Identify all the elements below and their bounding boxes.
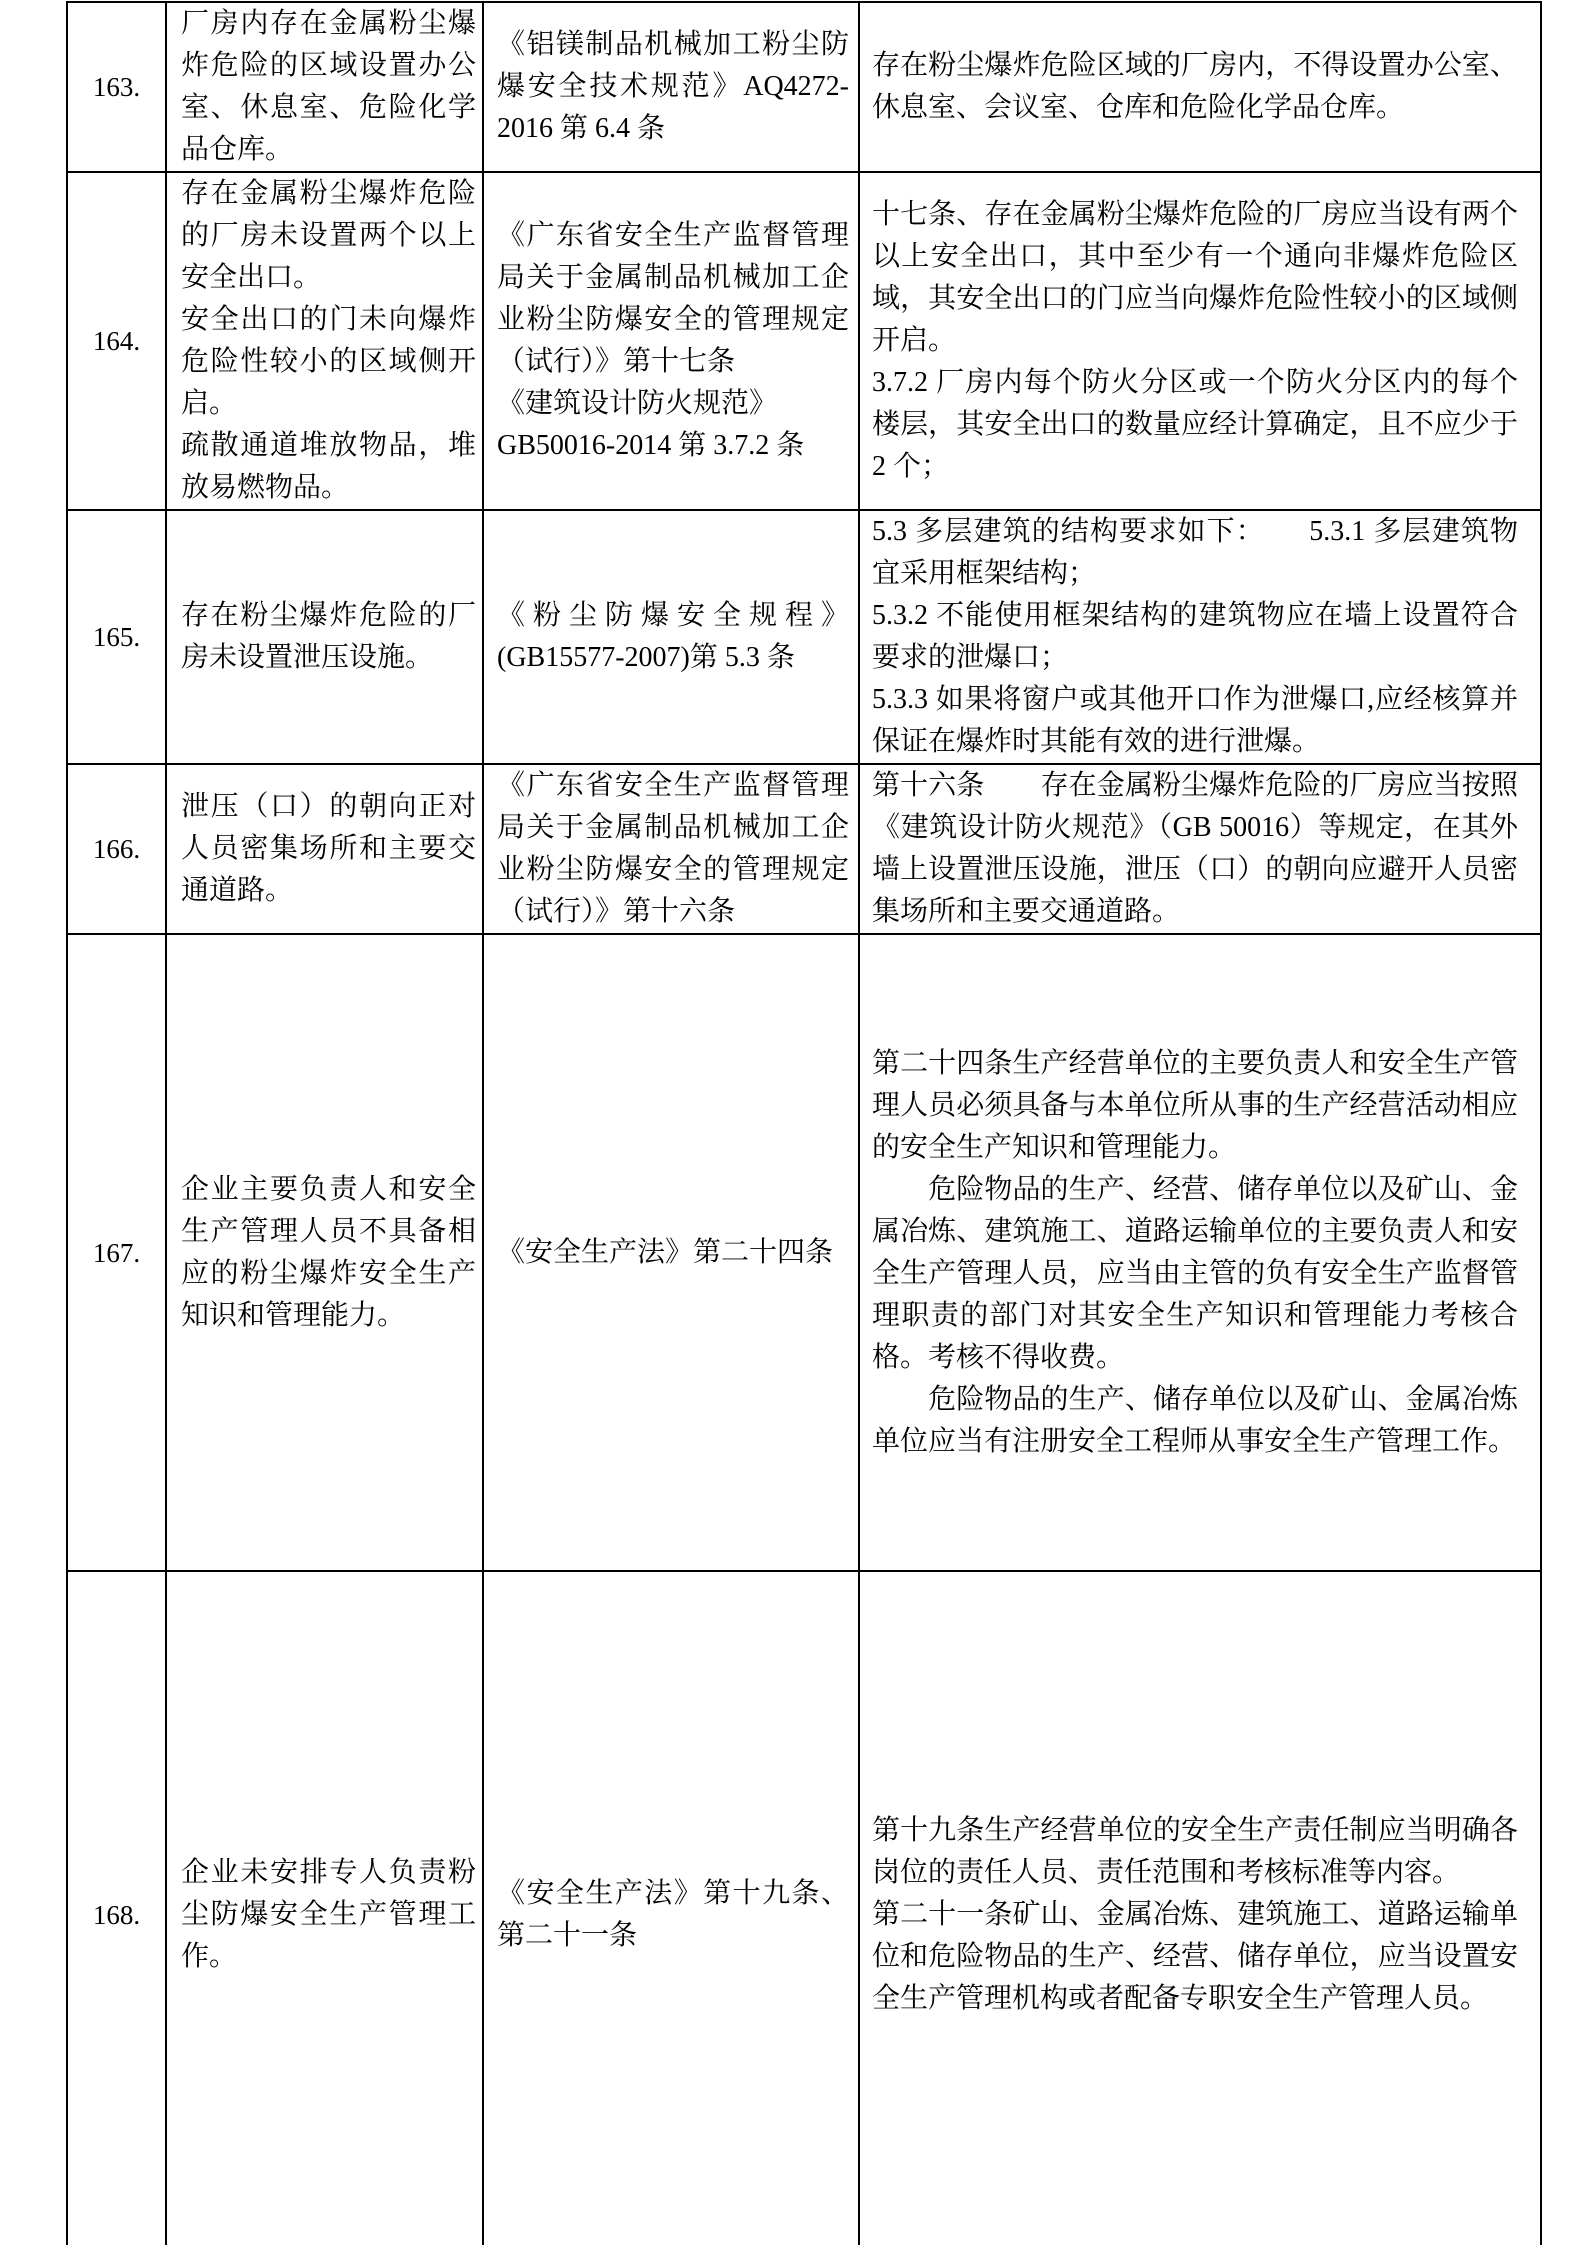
table-row [67,934,1541,1571]
table-row [67,1571,1541,2245]
content-cell: 第二十四条生产经营单位的主要负责人和安全生产管理人员必须具备与本单位所从事的生产经营活动相应的安全生产知识和管理能力。 危险物品的生产、经营、储存单位以及矿山、金属冶炼、建筑施工、道路运输单位的主要负责人和安全生产管理人员，应当由主管的负有安全生产监督管理职责的部门对其安全生产知识和管理能力考核合格。考核不得收费。 危险物品的生产、储存单位以及矿山、金属冶炼单位应当有注册安全工程师从事安全生产管理工作。 [859,934,1541,1571]
table-row [67,172,1541,510]
problem-cell: 企业未安排专人负责粉尘防爆安全生产管理工作。 [166,1571,483,2245]
basis-cell: 《安全生产法》第二十四条 [483,934,859,1571]
table-row [67,764,1541,934]
content-cell: 第十六条 存在金属粉尘爆炸危险的厂房应当按照《建筑设计防火规范》（GB 50016）等规定，在其外墙上设置泄压设施，泄压（口）的朝向应避开人员密集场所和主要交通道路。 [859,764,1541,934]
row-number-cell: 165. [67,510,166,764]
problem-cell: 泄压（口）的朝向正对人员密集场所和主要交通道路。 [166,764,483,934]
regulation-table [66,1,1542,2245]
row-number-cell: 164. [67,172,166,510]
basis-cell: 《铝镁制品机械加工粉尘防爆安全技术规范》AQ4272-2016 第 6.4 条 [483,2,859,172]
problem-cell: 企业主要负责人和安全生产管理人员不具备相应的粉尘爆炸安全生产知识和管理能力。 [166,934,483,1571]
row-number-cell: 166. [67,764,166,934]
problem-cell: 存在粉尘爆炸危险的厂房未设置泄压设施。 [166,510,483,764]
basis-cell: 《安全生产法》第十九条、第二十一条 [483,1571,859,2245]
row-number-cell: 163. [67,2,166,172]
content-cell: 第十九条生产经营单位的安全生产责任制应当明确各岗位的责任人员、责任范围和考核标准等内容。 第二十一条矿山、金属冶炼、建筑施工、道路运输单位和危险物品的生产、经营、储存单位，应当设置安全生产管理机构或者配备专职安全生产管理人员。 [859,1571,1541,2245]
table-row [67,2,1541,172]
basis-cell: 《广东省安全生产监督管理局关于金属制品机械加工企业粉尘防爆安全的管理规定（试行）》第十七条 《建筑设计防火规范》 GB50016-2014 第 3.7.2 条 [483,172,859,510]
content-cell: 存在粉尘爆炸危险区域的厂房内，不得设置办公室、休息室、会议室、仓库和危险化学品仓库。 [859,2,1541,172]
problem-cell: 存在金属粉尘爆炸危险的厂房未设置两个以上安全出口。 安全出口的门未向爆炸危险性较小的区域侧开启。 疏散通道堆放物品，堆放易燃物品。 [166,172,483,510]
row-number-cell: 168. [67,1571,166,2245]
table-row [67,510,1541,764]
content-cell: 5.3 多层建筑的结构要求如下： 5.3.1 多层建筑物宜采用框架结构； 5.3.2 不能使用框架结构的建筑物应在墙上设置符合要求的泄爆口； 5.3.3 如果将窗户或其他开口作为泄爆口,应经核算并保证在爆炸时其能有效的进行泄爆。 [859,510,1541,764]
row-number-cell: 167. [67,934,166,1571]
problem-cell: 厂房内存在金属粉尘爆炸危险的区域设置办公室、休息室、危险化学品仓库。 [166,2,483,172]
basis-cell: 《广东省安全生产监督管理局关于金属制品机械加工企业粉尘防爆安全的管理规定（试行）》第十六条 [483,764,859,934]
basis-cell: 《粉尘防爆安全规程》(GB15577-2007)第 5.3 条 [483,510,859,764]
content-cell: 十七条、存在金属粉尘爆炸危险的厂房应当设有两个以上安全出口，其中至少有一个通向非爆炸危险区域，其安全出口的门应当向爆炸危险性较小的区域侧开启。 3.7.2 厂房内每个防火分区或一个防火分区内的每个楼层，其安全出口的数量应经计算确定，且不应少于 2 个； [859,172,1541,510]
